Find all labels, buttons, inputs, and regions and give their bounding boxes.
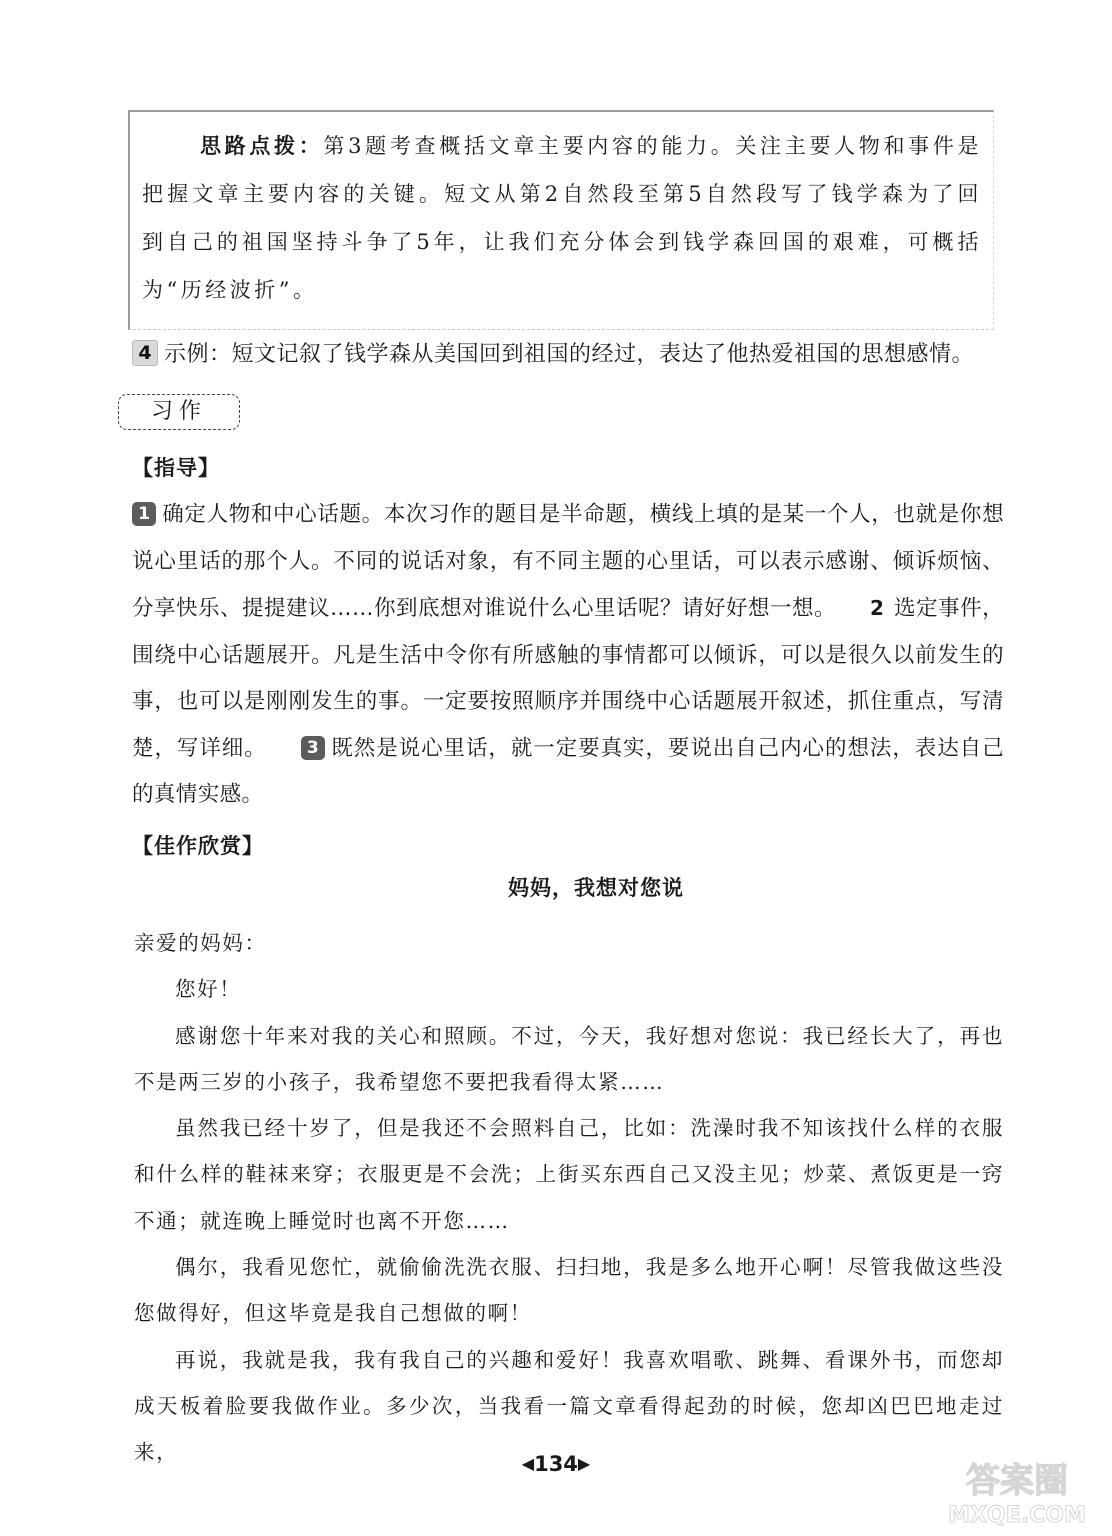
section-tag-writing: 习作 — [118, 394, 240, 430]
answer-4-text: 示例：短文记叙了钱学森从美国回到祖国的经过，表达了他热爱祖国的思想感情。 — [164, 342, 975, 367]
guide-step-3: 既然是说心里话，就一定要真实，要说出自己内心的想法，表达自己的真情实感。 — [132, 735, 1004, 807]
essay-paragraph: 偶尔，我看见您忙，就偷偷洗洗衣服、扫扫地，我是多么地开心啊！尽管我做这些没您做得好，但这毕竟是我自己想做的啊！ — [134, 1255, 1004, 1326]
essay-paragraph: 您好！ — [175, 977, 242, 1002]
essay-paragraph: 再说，我就是我，我有我自己的兴趣和爱好！我喜欢唱歌、跳舞、看课外书，而您却成天板着脸要我做作业。多少次，当我看一篇文章看得起劲的时候，您却凶巴巴地走过来， — [134, 1347, 1004, 1465]
essay-paragraph: 感谢您十年来对我的关心和照顾。不过，今天，我好想对您说：我已经长大了，再也不是两三岁的小孩子，我希望您不要把我看得太紧…… — [134, 1023, 1004, 1094]
guide-step-1-badge: 1 — [132, 502, 156, 526]
essay-salutation: 亲爱的妈妈： — [134, 931, 267, 955]
guide-step-1: 确定人物和中心话题。本次习作的题目是半命题，横线上填的是某一个人，也就是你想说心里话的那个人。不同的说话对象，有不同主题的心里话，可以表示感谢、倾诉烦恼、分享快乐、提提建议……你到底想对谁说什么心里话呢？请好好想一想。 — [132, 502, 1004, 621]
answer-4 — [132, 340, 1012, 370]
guide-step-2-number: 2 — [870, 596, 884, 620]
watermark-logo — [932, 1450, 1102, 1530]
essay-body — [134, 920, 1004, 1476]
watermark-text: 答案圈 — [966, 1461, 1068, 1501]
essay-title: 妈妈，我想对您说 — [508, 876, 684, 900]
right-triangle-icon: ▶ — [577, 1454, 591, 1473]
guide-heading: 【指导】 — [132, 456, 220, 480]
showcase-heading: 【佳作欣赏】 — [132, 834, 264, 858]
essay-paragraph: 虽然我已经十岁了，但是我还不会照料自己，比如：洗澡时我不知该找什么样的衣服和什么样的鞋袜来穿；衣服更是不会洗；上街买东西自己又没主见；炒菜、煮饭更是一窍不通；就连晚上睡觉时也离不开您…… — [134, 1116, 1004, 1233]
tip-paragraph — [142, 122, 982, 314]
tip-text: 第3题考查概括文章主要内容的能力。关注主要人物和事件是把握文章主要内容的关键。短文从第2自然段至第5自然段写了钱学森为了回到自己的祖国坚持斗争了5年，让我们充分体会到钱学森回国的艰难，可概括为“历经波折”。 — [142, 134, 983, 302]
watermark-url: MXQE.COM — [948, 1503, 1086, 1528]
tip-label: 思路点拨： — [200, 133, 324, 158]
left-triangle-icon: ◀ — [521, 1454, 535, 1473]
page-number-value: 134 — [534, 1452, 578, 1476]
answer-number-badge: 4 — [132, 340, 158, 366]
guide-step-2: 选定事件，围绕中心话题展开。凡是生活中令你有所感触的事情都可以倾诉，可以是很久以前发生的事，也可以是刚刚发生的事。一定要按照顺序并围绕中心话题展开叙述，抓住重点，写清楚，写详细。 — [132, 596, 1004, 761]
guide-step-3-badge: 3 — [301, 736, 325, 760]
guide-text — [132, 492, 1004, 819]
